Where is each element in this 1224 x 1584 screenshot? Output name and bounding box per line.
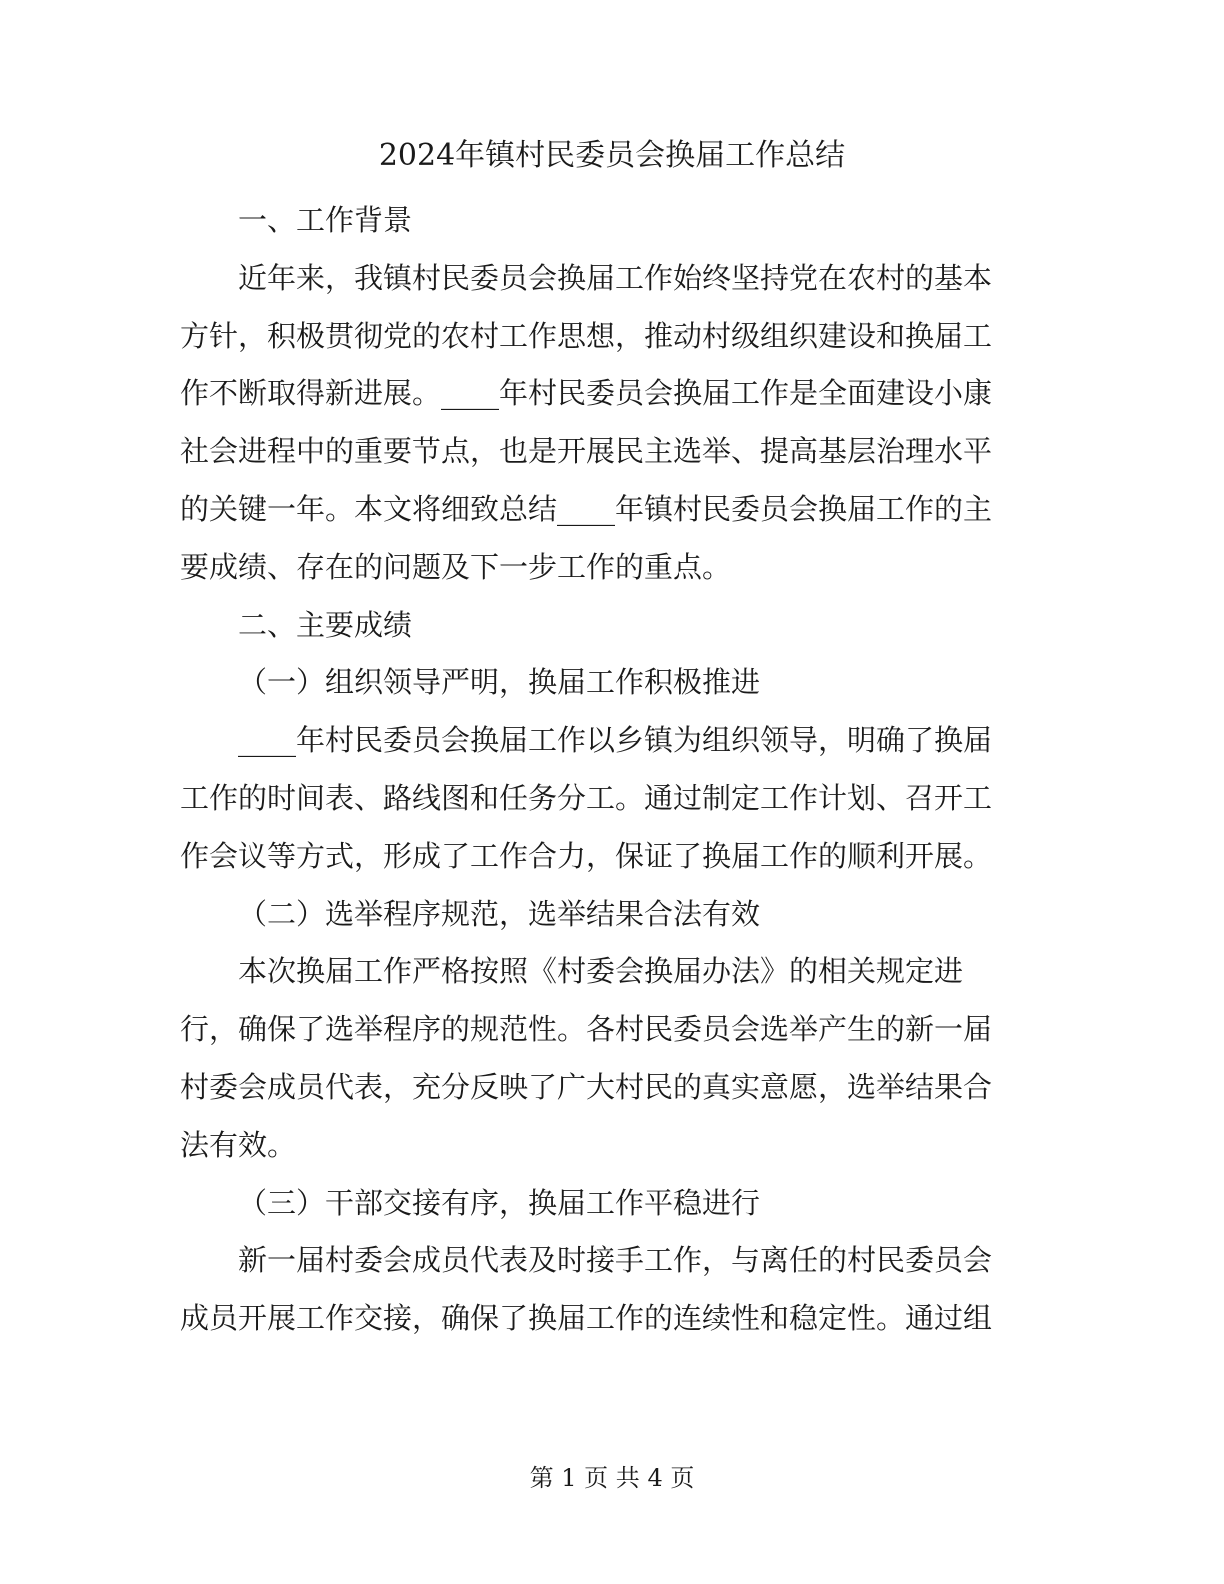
text-line: 工作的时间表、路线图和任务分工。通过制定工作计划、召开工	[180, 780, 993, 815]
text-line: 要成绩、存在的问题及下一步工作的重点。	[180, 549, 732, 584]
document-title: 2024年镇村民委员会换届工作总结	[378, 138, 846, 173]
text-line: （一）组织领导严明，换届工作积极推进	[238, 665, 761, 700]
text-line: （三）干部交接有序，换届工作平稳进行	[238, 1185, 761, 1220]
text-line: 方针，积极贯彻党的农村工作思想，推动村级组织建设和换届工	[180, 318, 993, 353]
text-line: 作会议等方式，形成了工作合力，保证了换届工作的顺利开展。	[180, 838, 993, 873]
text-line: 成员开展工作交接，确保了换届工作的连续性和稳定性。通过组	[180, 1301, 993, 1336]
text-line: 社会进程中的重要节点，也是开展民主选举、提高基层治理水平	[180, 434, 993, 469]
text-line: 近年来，我镇村民委员会换届工作始终坚持党在农村的基本	[238, 260, 993, 295]
document-body	[180, 192, 1018, 1348]
text-line: 法有效。	[180, 1127, 297, 1162]
text-line: 的关键一年。本文将细致总结____年镇村民委员会换届工作的主	[180, 491, 993, 526]
text-line: ____年村民委员会换届工作以乡镇为组织领导，明确了换届	[238, 723, 993, 758]
text-line: 二、主要成绩	[238, 607, 413, 642]
text-line: 村委会成员代表，充分反映了广大村民的真实意愿，选举结果合	[180, 1069, 993, 1104]
page-footer: 第 1 页 共 4 页	[529, 1464, 695, 1492]
text-line: （二）选举程序规范，选举结果合法有效	[238, 896, 761, 931]
text-line: 新一届村委会成员代表及时接手工作，与离任的村民委员会	[238, 1243, 993, 1278]
text-line: 本次换届工作严格按照《村委会换届办法》的相关规定进	[238, 954, 964, 989]
text-line: 作不断取得新进展。____年村民委员会换届工作是全面建设小康	[180, 376, 993, 411]
text-line: 一、工作背景	[238, 203, 413, 237]
text-line: 行，确保了选举程序的规范性。各村民委员会选举产生的新一届	[180, 1012, 993, 1047]
